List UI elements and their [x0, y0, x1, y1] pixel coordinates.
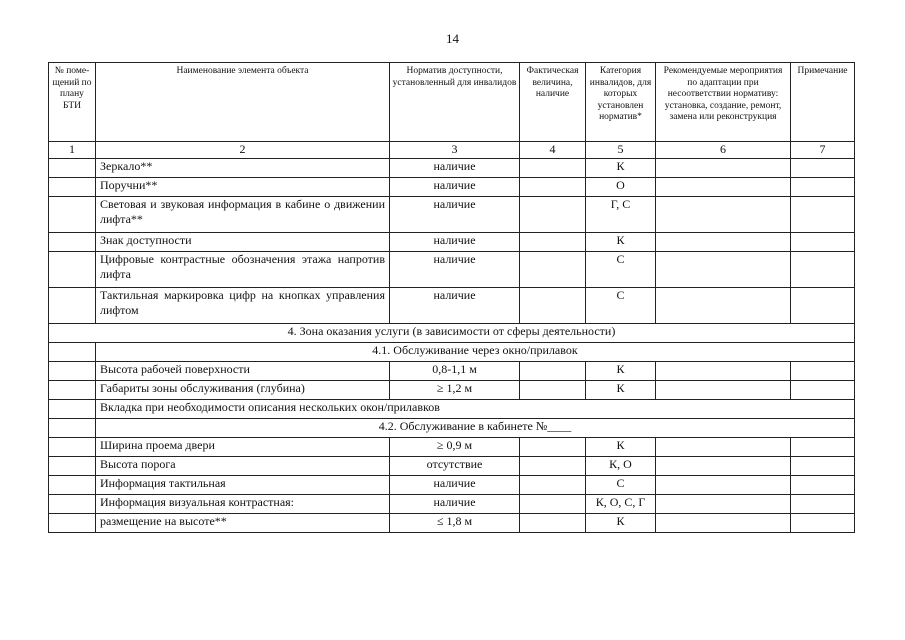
room-cell	[49, 197, 96, 233]
norm-value: ≤ 1,8 м	[390, 514, 520, 533]
header-note: Примечание	[791, 63, 855, 142]
actual-value	[520, 495, 586, 514]
measures-cell	[656, 159, 791, 178]
note-cell	[791, 381, 855, 400]
norm-value: отсутствие	[390, 457, 520, 476]
category-value: К	[586, 438, 656, 457]
column-number: 1	[49, 142, 96, 159]
category-value: К	[586, 514, 656, 533]
element-name: Высота рабочей поверхности	[96, 362, 390, 381]
header-category: Категория инвалидов, для которых установлен норматив*	[586, 63, 656, 142]
norm-value: наличие	[390, 288, 520, 324]
header-recommended-measures: Рекомендуемые мероприятия по адаптации при несоответствии нормативу: установка, создание, ремонт, замена или реконструкция	[656, 63, 791, 142]
norm-value: наличие	[390, 197, 520, 233]
room-cell	[49, 495, 96, 514]
category-value: С	[586, 476, 656, 495]
room-cell	[49, 159, 96, 178]
category-value: О	[586, 178, 656, 197]
measures-cell	[656, 514, 791, 533]
note-cell	[791, 178, 855, 197]
actual-value	[520, 159, 586, 178]
note-cell	[791, 438, 855, 457]
element-name: Информация визуальная контрастная:	[96, 495, 390, 514]
element-name: Поручни**	[96, 178, 390, 197]
room-cell	[49, 438, 96, 457]
category-value: К	[586, 159, 656, 178]
note-cell	[791, 476, 855, 495]
element-name: Тактильная маркировка цифр на кнопках управления лифтом	[96, 288, 390, 324]
actual-value	[520, 457, 586, 476]
table-row	[49, 362, 855, 381]
norm-value: наличие	[390, 159, 520, 178]
column-number: 5	[586, 142, 656, 159]
element-name: Световая и звуковая информация в кабине о движении лифта**	[96, 197, 390, 233]
subsection-row	[49, 343, 855, 362]
measures-cell	[656, 233, 791, 252]
table-row	[49, 197, 855, 233]
element-name: Зеркало**	[96, 159, 390, 178]
element-name: Знак доступности	[96, 233, 390, 252]
actual-value	[520, 197, 586, 233]
element-name: Информация тактильная	[96, 476, 390, 495]
header-row	[49, 63, 855, 142]
room-cell	[49, 514, 96, 533]
table-row	[49, 495, 855, 514]
table-row	[49, 514, 855, 533]
measures-cell	[656, 252, 791, 288]
norm-value: ≥ 1,2 м	[390, 381, 520, 400]
table-row	[49, 381, 855, 400]
actual-value	[520, 233, 586, 252]
category-value: К	[586, 381, 656, 400]
table-row	[49, 252, 855, 288]
element-name: Цифровые контрастные обозначения этажа напротив лифта	[96, 252, 390, 288]
category-value: Г, С	[586, 197, 656, 233]
section-title: 4. Зона оказания услуги (в зависимости от сферы деятельности)	[49, 324, 855, 343]
norm-value: наличие	[390, 233, 520, 252]
table-row	[49, 178, 855, 197]
norm-value: 0,8-1,1 м	[390, 362, 520, 381]
measures-cell	[656, 438, 791, 457]
insert-note-row	[49, 400, 855, 419]
element-name: Габариты зоны обслуживания (глубина)	[96, 381, 390, 400]
room-cell	[49, 362, 96, 381]
room-cell	[49, 381, 96, 400]
table-row	[49, 457, 855, 476]
actual-value	[520, 178, 586, 197]
category-value: К	[586, 233, 656, 252]
header-element-name: Наименование элемента объекта	[96, 63, 390, 142]
column-number: 7	[791, 142, 855, 159]
category-value: К, О, С, Г	[586, 495, 656, 514]
note-cell	[791, 495, 855, 514]
note-cell	[791, 159, 855, 178]
actual-value	[520, 476, 586, 495]
room-cell	[49, 343, 96, 362]
actual-value	[520, 438, 586, 457]
room-cell	[49, 288, 96, 324]
element-name: Ширина проема двери	[96, 438, 390, 457]
table-row	[49, 288, 855, 324]
measures-cell	[656, 381, 791, 400]
actual-value	[520, 381, 586, 400]
measures-cell	[656, 362, 791, 381]
header-room-number: № поме-щений по плану БТИ	[49, 63, 96, 142]
room-cell	[49, 178, 96, 197]
table-row	[49, 438, 855, 457]
category-value: С	[586, 288, 656, 324]
header-actual-value: Фактическая величина, наличие	[520, 63, 586, 142]
note-cell	[791, 514, 855, 533]
note-cell	[791, 457, 855, 476]
room-cell	[49, 419, 96, 438]
measures-cell	[656, 288, 791, 324]
measures-cell	[656, 457, 791, 476]
column-number: 2	[96, 142, 390, 159]
section-row	[49, 324, 855, 343]
table-row	[49, 233, 855, 252]
table-row	[49, 476, 855, 495]
room-cell	[49, 400, 96, 419]
actual-value	[520, 288, 586, 324]
category-value: С	[586, 252, 656, 288]
measures-cell	[656, 495, 791, 514]
room-cell	[49, 457, 96, 476]
norm-value: ≥ 0,9 м	[390, 438, 520, 457]
element-name: размещение на высоте**	[96, 514, 390, 533]
norm-value: наличие	[390, 495, 520, 514]
subsection-title: 4.1. Обслуживание через окно/прилавок	[96, 343, 855, 362]
note-cell	[791, 288, 855, 324]
subsection-title: 4.2. Обслуживание в кабинете №____	[96, 419, 855, 438]
actual-value	[520, 252, 586, 288]
measures-cell	[656, 178, 791, 197]
table-row	[49, 159, 855, 178]
measures-cell	[656, 197, 791, 233]
room-cell	[49, 233, 96, 252]
norm-value: наличие	[390, 252, 520, 288]
norm-value: наличие	[390, 178, 520, 197]
page-number: 14	[446, 31, 459, 46]
column-number: 6	[656, 142, 791, 159]
column-number-row	[49, 142, 855, 159]
note-cell	[791, 362, 855, 381]
category-value: К, О	[586, 457, 656, 476]
note-cell	[791, 197, 855, 233]
measures-cell	[656, 476, 791, 495]
category-value: К	[586, 362, 656, 381]
actual-value	[520, 362, 586, 381]
norm-value: наличие	[390, 476, 520, 495]
room-cell	[49, 252, 96, 288]
column-number: 3	[390, 142, 520, 159]
subsection-row	[49, 419, 855, 438]
note-cell	[791, 252, 855, 288]
element-name: Высота порога	[96, 457, 390, 476]
column-number: 4	[520, 142, 586, 159]
actual-value	[520, 514, 586, 533]
room-cell	[49, 476, 96, 495]
insert-note: Вкладка при необходимости описания нескольких окон/прилавков	[96, 400, 855, 419]
header-norm: Норматив доступности, установленный для инвалидов	[390, 63, 520, 142]
accessibility-table	[48, 62, 855, 533]
note-cell	[791, 233, 855, 252]
